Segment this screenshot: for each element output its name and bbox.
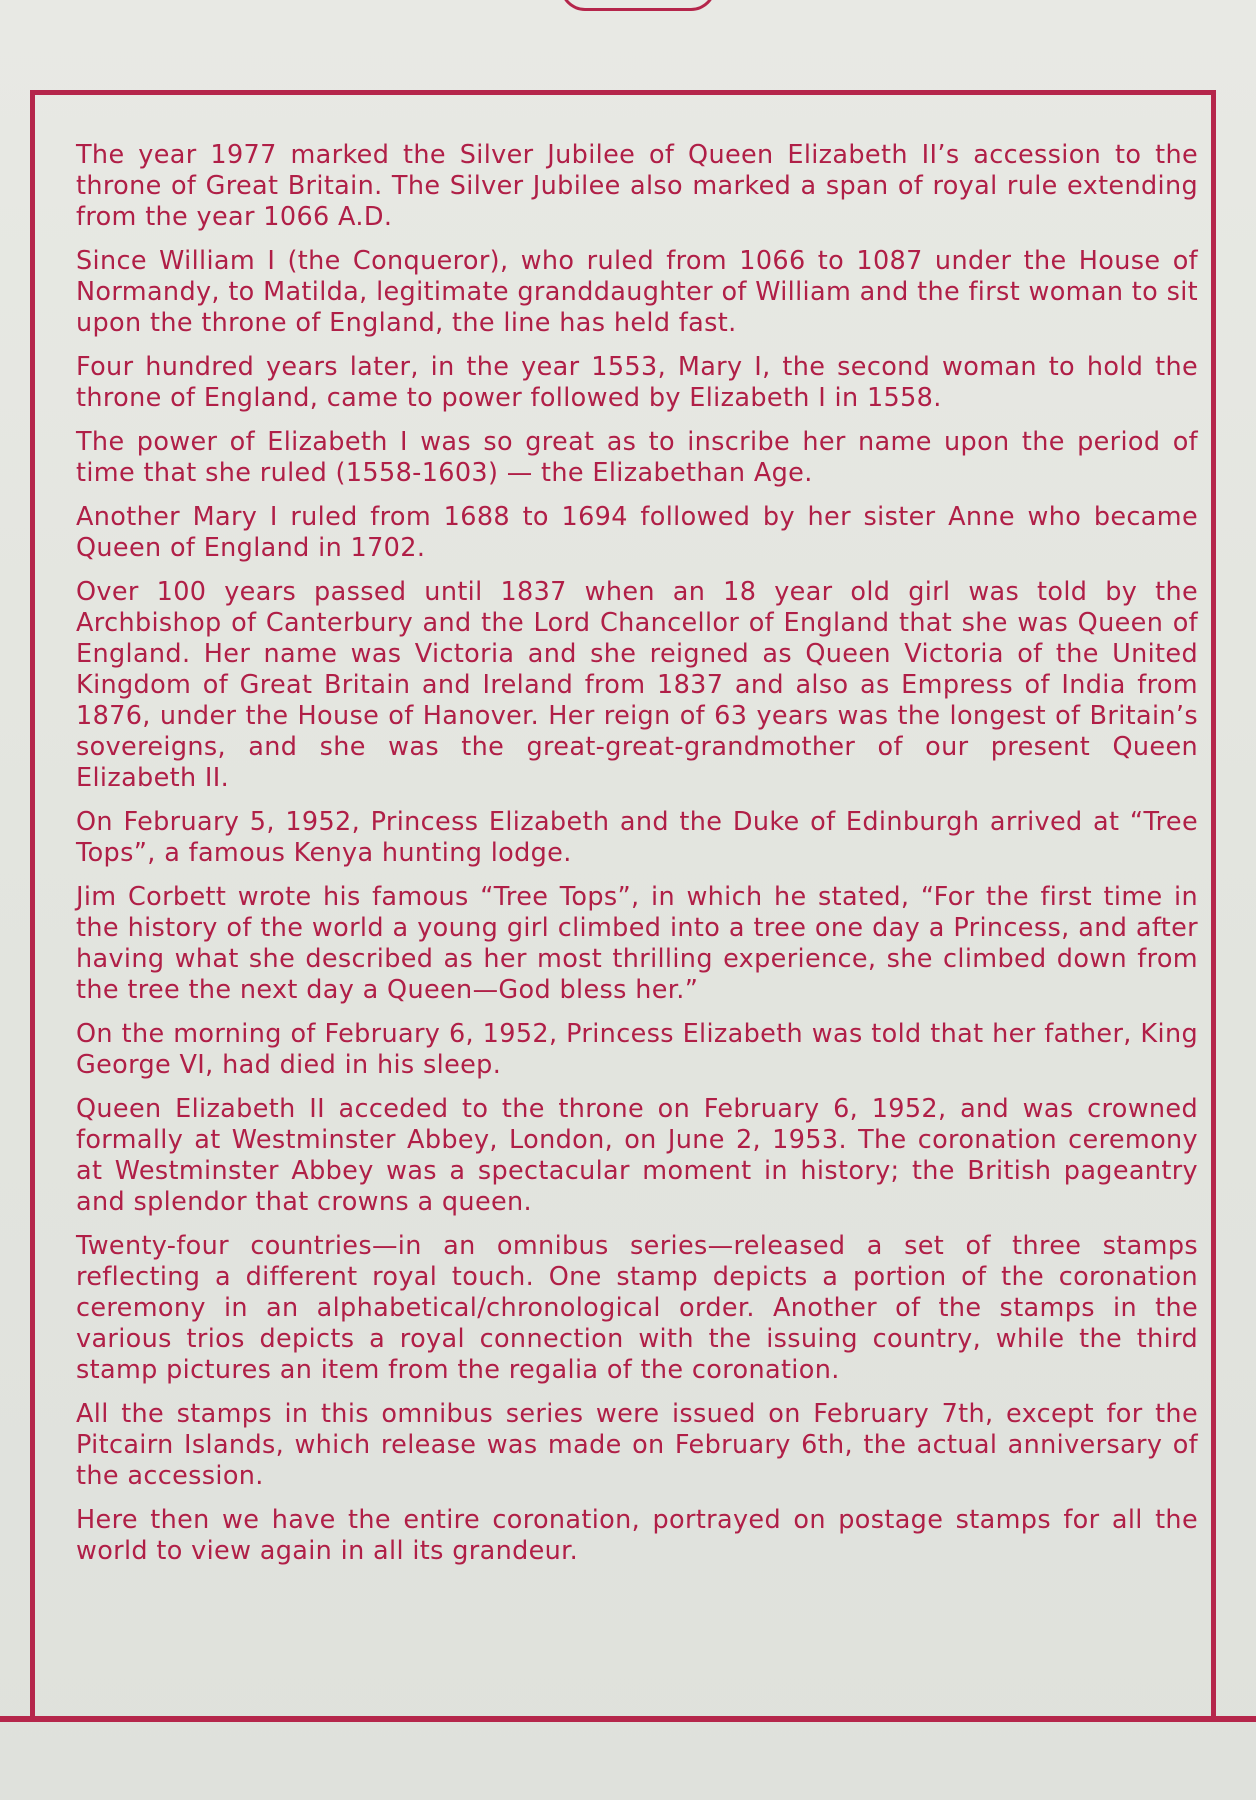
paragraph-william-matilda: Since William I (the Conqueror), who ruled from 1066 to 1087 under the House of Normandy, to Matilda, legitimate granddaughter of William and the first woman to sit upon the throne of England, the line has held fast. (76, 246, 1198, 338)
paragraph-tree-tops: On February 5, 1952, Princess Elizabeth and the Duke of Edinburgh arrived at “Tree Tops”, a famous Kenya hunting lodge. (76, 807, 1198, 868)
paragraph-mary-anne: Another Mary I ruled from 1688 to 1694 followed by her sister Anne who became Queen of England in 1702. (76, 502, 1198, 563)
paragraph-george-vi: On the morning of February 6, 1952, Princess Elizabeth was told that her father, King George VI, had died in his sleep. (76, 1019, 1198, 1080)
document-body (76, 140, 1198, 1580)
bottom-border-rule (0, 1716, 1256, 1722)
top-ornament (560, 0, 716, 11)
paragraph-elizabethan-age: The power of Elizabeth I was so great as to inscribe her name upon the period of time that she ruled (1558-1603) — the Elizabethan Age. (76, 427, 1198, 488)
paragraph-coronation: Queen Elizabeth II acceded to the throne on February 6, 1952, and was crowned formally at Westminster Abbey, London, on June 2, 1953. The coronation ceremony at Westminster Abbey was a spectacular moment in history; the British pageantry and splendor that crowns a queen. (76, 1094, 1198, 1217)
paragraph-victoria: Over 100 years passed until 1837 when an 18 year old girl was told by the Archbishop of Canterbury and the Lord Chancellor of England that she was Queen of England. Her name was Victoria and she reigned as Queen Victoria of the United Kingdom of Great Britain and Ireland from 1837 and also as Empress of India from 1876, under the House of Hanover. Her reign of 63 years was the longest of Britain’s sovereigns, and she was the great-great-grandmother of our present Queen Elizabeth II. (76, 577, 1198, 793)
paragraph-issue-dates: All the stamps in this omnibus series were issued on February 7th, except for the Pitcairn Islands, which release was made on February 6th, the actual anniversary of the accession. (76, 1399, 1198, 1491)
paragraph-silver-jubilee: The year 1977 marked the Silver Jubilee of Queen Elizabeth II’s accession to the throne of Great Britain. The Silver Jubilee also marked a span of royal rule extending from the year 1066 A.D. (76, 140, 1198, 232)
paragraph-mary-i: Four hundred years later, in the year 1553, Mary I, the second woman to hold the throne of England, came to power followed by Elizabeth I in 1558. (76, 352, 1198, 413)
paragraph-omnibus-series: Twenty-four countries—in an omnibus series—released a set of three stamps reflecting a different royal touch. One stamp depicts a portion of the coronation ceremony in an alphabetical/chronological order. Another of the stamps in the various trios depicts a royal connection with the issuing country, while the third stamp pictures an item from the regalia of the coronation. (76, 1231, 1198, 1385)
paragraph-closing: Here then we have the entire coronation, portrayed on postage stamps for all the world to view again in all its grandeur. (76, 1505, 1198, 1566)
paragraph-jim-corbett: Jim Corbett wrote his famous “Tree Tops”, in which he stated, “For the first time in the history of the world a young girl climbed into a tree one day a Princess, and after having what she described as her most thrilling experience, she climbed down from the tree the next day a Queen—God bless her.” (76, 882, 1198, 1005)
